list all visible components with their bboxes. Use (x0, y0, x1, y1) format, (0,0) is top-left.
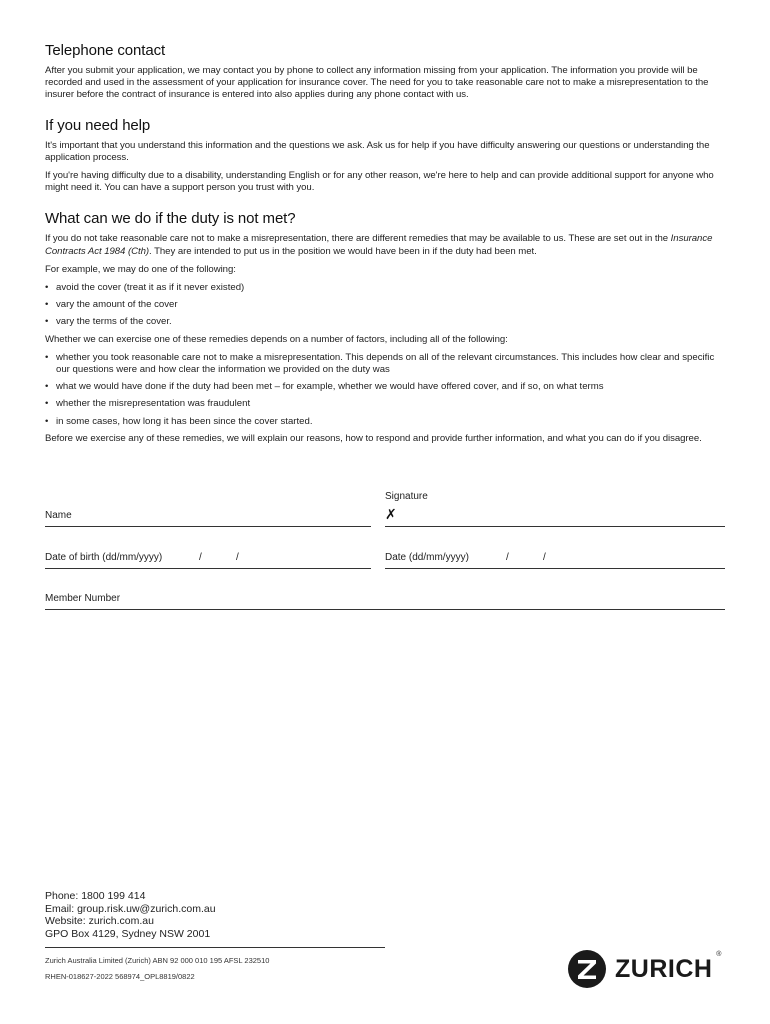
footer-company: Zurich Australia Limited (Zurich) ABN 92 000 010 195 AFSL 232510 (45, 956, 270, 965)
zurich-z-icon (567, 949, 607, 989)
duty-paragraph-4: Before we exercise any of these remedies, we will explain our reasons, how to respond and provide further information, and what you can do if you disagree. (45, 432, 702, 444)
bullet-icon: • (45, 299, 49, 311)
list-item (45, 416, 725, 428)
list-item (45, 398, 725, 410)
bullet-icon: • (45, 351, 49, 363)
telephone-heading: Telephone contact (45, 42, 166, 59)
date-slash: / (506, 552, 509, 563)
bullet-icon: • (45, 381, 49, 393)
date-field[interactable] (385, 568, 725, 569)
name-field[interactable] (45, 526, 371, 527)
list-item (45, 381, 725, 393)
act-name: Insurance Contracts Act 1984 (Cth) (45, 233, 713, 257)
bullet-icon: • (45, 415, 49, 427)
date-label: Date (dd/mm/yyyy) (385, 552, 469, 563)
zurich-logo (567, 949, 722, 989)
list-item (45, 282, 725, 294)
dob-label: Date of birth (dd/mm/yyyy) (45, 552, 163, 563)
list-item-text: whether you took reasonable care not to make a misrepresentation. This depends on all of the relevant circumstances. This includes how clear and specific our questions were and how clear the information we provided on the duty was (56, 351, 715, 376)
name-label: Name (45, 510, 72, 521)
dob-slash: / (236, 552, 239, 563)
duty-p1-text-end: . They are intended to put us in the position we would have been in if the duty had been met. (149, 245, 537, 257)
list-item-text: vary the amount of the cover (56, 299, 178, 311)
help-heading: If you need help (45, 116, 151, 134)
duty-p1-text: If you do not take reasonable care not to make a misrepresentation, there are different remedies that may be available to us. These are set out in the (45, 233, 669, 245)
member-number-field[interactable] (45, 609, 725, 610)
help-paragraph-1: It's important that you understand this information and the questions we ask. Ask us for help if you have difficulty answering our questions or understanding the application process. (45, 139, 710, 163)
contact-phone: Phone: 1800 199 414 (45, 890, 146, 902)
duty-paragraph-2: For example, we may do one of the following: (45, 263, 236, 275)
contact-block (45, 890, 216, 940)
telephone-body: After you submit your application, we may contact you by phone to collect any information missing from your application. The information you provide will be recorded and used in the assessment of your application for insurance cover. The need for you to take reasonable care not to make a misrepresentation to the insurer before the contract of insurance is entered into also applies during any phone contact with us. (45, 65, 709, 101)
bullet-icon: • (45, 316, 49, 328)
bullet-icon: • (45, 398, 49, 410)
duty-paragraph-3: Whether we can exercise one of these remedies depends on a number of factors, including all of the following: (45, 333, 508, 345)
duty-heading: What can we do if the duty is not met? (45, 210, 296, 228)
list-item-text: avoid the cover (treat it as if it never existed) (56, 282, 245, 294)
signature-field[interactable] (385, 526, 725, 527)
list-item (45, 299, 725, 311)
list-item-text: whether the misrepresentation was fraudulent (56, 398, 251, 410)
list-item-text: vary the terms of the cover. (56, 316, 172, 328)
list-item (45, 352, 725, 376)
factor-list (45, 352, 725, 428)
dob-slash: / (199, 552, 202, 563)
list-item-text: what we would have done if the duty had been met – for example, whether we would have offered cover, and if so, on what terms (56, 381, 604, 393)
contact-website: Website: zurich.com.au (45, 915, 154, 928)
dob-field[interactable] (45, 568, 371, 569)
member-number-label: Member Number (45, 593, 121, 604)
help-paragraph-2: If you're having difficulty due to a disability, understanding English or for any other reason, we're here to help and can provide additional support for anyone who might need it. You can have a support person you trust with you. (45, 170, 714, 194)
contact-email: Email: group.risk.uw@zurich.com.au (45, 902, 216, 915)
bullet-icon: • (45, 282, 49, 294)
logo-wordmark: ZURICH (615, 954, 713, 983)
signature-mark-icon: ✗ (385, 506, 397, 522)
registered-mark: ® (716, 951, 722, 958)
list-item-text: in some cases, how long it has been since the cover started. (56, 415, 313, 427)
signature-label: Signature (385, 491, 428, 502)
footer-reference: RHEN-018627-2022 568974_OPL8819/0822 (45, 972, 195, 981)
date-slash: / (543, 552, 546, 563)
duty-paragraph-1 (45, 233, 725, 257)
footer-divider (45, 947, 385, 948)
contact-address: GPO Box 4129, Sydney NSW 2001 (45, 927, 211, 940)
main-content (45, 42, 725, 451)
list-item (45, 316, 725, 328)
remedy-list (45, 282, 725, 329)
